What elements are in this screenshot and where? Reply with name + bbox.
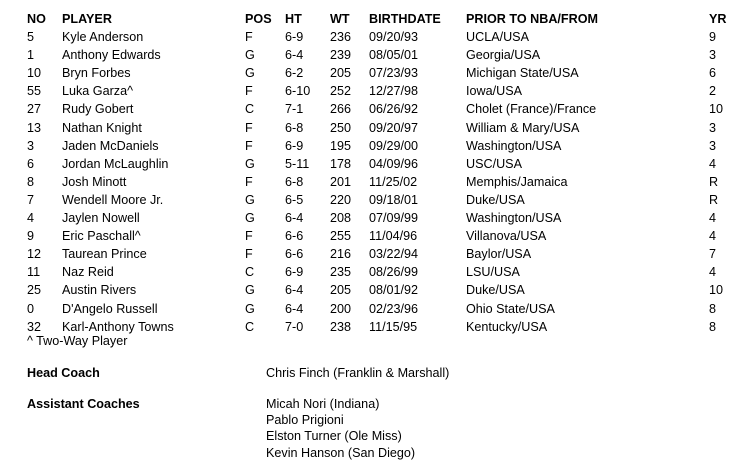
cell-yr: 3 — [709, 120, 717, 135]
cell-pos: G — [245, 301, 255, 316]
cell-player: Eric Paschall^ — [62, 229, 141, 244]
cell-yr: 3 — [709, 48, 717, 63]
cell-wt: 236 — [330, 30, 352, 44]
assistant-coaches-label: Assistant Coaches — [27, 397, 140, 411]
cell-wt: 205 — [330, 66, 352, 81]
cell-no: 5 — [27, 30, 35, 44]
cell-no: 55 — [27, 84, 42, 99]
header-no: NO — [27, 12, 46, 26]
cell-pos: C — [245, 319, 255, 334]
cell-ht: 7-1 — [285, 102, 304, 117]
head-coach-name: Chris Finch (Franklin & Marshall) — [266, 366, 450, 380]
cell-prior: Duke/USA — [466, 192, 525, 207]
cell-ht: 6-9 — [285, 265, 304, 280]
header-wt: WT — [330, 12, 350, 26]
cell-no: 25 — [27, 283, 42, 298]
cell-no: 8 — [27, 174, 35, 189]
cell-birthdate: 11/25/02 — [369, 174, 418, 189]
cell-pos: F — [245, 120, 253, 135]
cell-birthdate: 08/05/01 — [369, 48, 419, 63]
cell-birthdate: 12/27/98 — [369, 84, 419, 99]
cell-player: Anthony Edwards — [62, 48, 161, 63]
cell-no: 6 — [27, 156, 35, 171]
cell-prior: Washington/USA — [466, 211, 562, 225]
cell-ht: 6-2 — [285, 66, 304, 81]
header-birthdate: BIRTHDATE — [369, 12, 441, 26]
cell-ht: 6-4 — [285, 301, 304, 316]
cell-pos: F — [245, 138, 253, 153]
cell-birthdate: 11/04/96 — [369, 229, 418, 244]
header-ht: HT — [285, 12, 302, 26]
assistant-coach: Kevin Hanson (San Diego) — [266, 445, 416, 460]
cell-birthdate: 04/09/96 — [369, 156, 419, 171]
cell-no: 9 — [27, 229, 35, 244]
cell-prior: UCLA/USA — [466, 30, 529, 44]
cell-no: 12 — [27, 247, 42, 262]
cell-pos: G — [245, 192, 255, 207]
cell-birthdate: 09/18/01 — [369, 192, 419, 207]
cell-wt: 238 — [330, 319, 352, 334]
cell-ht: 6-4 — [285, 211, 304, 225]
cell-yr: 4 — [709, 211, 717, 225]
cell-wt: 255 — [330, 229, 352, 244]
cell-ht: 5-11 — [285, 156, 310, 171]
cell-wt: 235 — [330, 265, 352, 280]
cell-pos: F — [245, 84, 253, 99]
cell-pos: G — [245, 48, 255, 63]
cell-ht: 6-8 — [285, 120, 304, 135]
cell-birthdate: 07/23/93 — [369, 66, 419, 81]
cell-prior: William & Mary/USA — [466, 120, 580, 135]
assistant-coach: Micah Nori (Indiana) — [266, 397, 380, 411]
cell-prior: Memphis/Jamaica — [466, 174, 568, 189]
cell-yr: 10 — [709, 283, 724, 298]
cell-player: Jaden McDaniels — [62, 138, 159, 153]
cell-prior: Georgia/USA — [466, 48, 541, 63]
cell-player: D'Angelo Russell — [62, 301, 158, 316]
cell-yr: 8 — [709, 319, 717, 334]
cell-no: 3 — [27, 138, 35, 153]
cell-prior: Cholet (France)/France — [466, 102, 597, 117]
cell-pos: F — [245, 229, 253, 244]
cell-no: 7 — [27, 192, 35, 207]
cell-prior: Villanova/USA — [466, 229, 547, 244]
cell-yr: 4 — [709, 229, 717, 244]
cell-wt: 205 — [330, 283, 352, 298]
cell-birthdate: 02/23/96 — [369, 301, 419, 316]
cell-ht: 6-9 — [285, 138, 304, 153]
cell-birthdate: 09/29/00 — [369, 138, 419, 153]
cell-no: 10 — [27, 66, 42, 81]
cell-birthdate: 07/09/99 — [369, 211, 419, 225]
assistant-coaches-list — [266, 396, 415, 461]
cell-ht: 6-4 — [285, 283, 304, 298]
cell-no: 11 — [27, 265, 41, 280]
cell-yr: 10 — [709, 102, 724, 117]
cell-pos: F — [245, 30, 253, 44]
cell-birthdate: 11/15/95 — [369, 319, 418, 334]
cell-wt: 239 — [330, 48, 352, 63]
cell-prior: USC/USA — [466, 156, 522, 171]
cell-wt: 195 — [330, 138, 352, 153]
cell-player: Taurean Prince — [62, 247, 147, 262]
cell-ht: 7-0 — [285, 319, 304, 334]
cell-ht: 6-4 — [285, 48, 304, 63]
cell-wt: 201 — [330, 174, 352, 189]
cell-birthdate: 09/20/97 — [369, 120, 419, 135]
cell-no: 0 — [27, 301, 35, 316]
cell-pos: C — [245, 102, 255, 117]
cell-ht: 6-6 — [285, 229, 304, 244]
cell-wt: 266 — [330, 102, 352, 117]
cell-prior: Baylor/USA — [466, 247, 532, 262]
head-coach-label: Head Coach — [27, 366, 100, 380]
cell-ht: 6-5 — [285, 192, 304, 207]
cell-yr: 6 — [709, 66, 717, 81]
cell-wt: 220 — [330, 192, 352, 207]
cell-no: 32 — [27, 319, 42, 334]
cell-ht: 6-6 — [285, 247, 304, 262]
cell-prior: LSU/USA — [466, 265, 520, 280]
cell-birthdate: 08/26/99 — [369, 265, 419, 280]
cell-player: Karl-Anthony Towns — [62, 319, 174, 334]
assistant-coach: Elston Turner (Ole Miss) — [266, 429, 402, 444]
cell-prior: Duke/USA — [466, 283, 525, 298]
cell-player: Jordan McLaughlin — [62, 156, 169, 171]
cell-player: Naz Reid — [62, 265, 114, 280]
cell-pos: G — [245, 283, 255, 298]
cell-prior: Washington/USA — [466, 138, 562, 153]
cell-player: Rudy Gobert — [62, 102, 134, 117]
cell-player: Jaylen Nowell — [62, 211, 140, 225]
cell-birthdate: 06/26/92 — [369, 102, 419, 117]
cell-no: 13 — [27, 120, 42, 135]
cell-prior: Michigan State/USA — [466, 66, 579, 81]
assistant-coach: Pablo Prigioni — [266, 413, 344, 428]
cell-ht: 6-9 — [285, 30, 304, 44]
cell-prior: Iowa/USA — [466, 84, 522, 99]
cell-birthdate: 09/20/93 — [369, 30, 419, 44]
header-yr: YR — [709, 12, 727, 26]
cell-yr: 9 — [709, 30, 717, 44]
two-way-footnote: ^ Two-Way Player — [27, 334, 128, 348]
header-pos: POS — [245, 12, 272, 26]
cell-pos: G — [245, 156, 255, 171]
cell-wt: 178 — [330, 156, 352, 171]
cell-player: Austin Rivers — [62, 283, 137, 298]
cell-no: 1 — [27, 48, 35, 63]
cell-ht: 6-8 — [285, 174, 304, 189]
cell-yr: 2 — [709, 84, 717, 99]
cell-yr: 7 — [709, 247, 717, 262]
cell-yr: R — [709, 174, 719, 189]
cell-wt: 208 — [330, 211, 352, 225]
cell-pos: C — [245, 265, 255, 280]
cell-player: Kyle Anderson — [62, 30, 144, 44]
header-player: PLAYER — [62, 12, 112, 26]
cell-prior: Ohio State/USA — [466, 301, 555, 316]
cell-ht: 6-10 — [285, 84, 311, 99]
cell-pos: F — [245, 174, 253, 189]
cell-yr: 3 — [709, 138, 717, 153]
cell-wt: 200 — [330, 301, 352, 316]
cell-yr: 4 — [709, 156, 717, 171]
cell-player: Bryn Forbes — [62, 66, 131, 81]
cell-yr: 8 — [709, 301, 717, 316]
cell-yr: R — [709, 192, 719, 207]
cell-wt: 216 — [330, 247, 352, 262]
cell-wt: 252 — [330, 84, 352, 99]
cell-no: 27 — [27, 102, 42, 117]
cell-pos: G — [245, 66, 255, 81]
cell-yr: 4 — [709, 265, 717, 280]
cell-player: Luka Garza^ — [62, 84, 134, 99]
cell-prior: Kentucky/USA — [466, 319, 548, 334]
cell-player: Nathan Knight — [62, 120, 142, 135]
header-prior: PRIOR TO NBA/FROM — [466, 12, 599, 26]
cell-birthdate: 03/22/94 — [369, 247, 419, 262]
cell-no: 4 — [27, 211, 35, 225]
cell-wt: 250 — [330, 120, 352, 135]
cell-pos: G — [245, 211, 255, 225]
cell-pos: F — [245, 247, 253, 262]
cell-birthdate: 08/01/92 — [369, 283, 419, 298]
cell-player: Josh Minott — [62, 174, 127, 189]
cell-player: Wendell Moore Jr. — [62, 192, 164, 207]
